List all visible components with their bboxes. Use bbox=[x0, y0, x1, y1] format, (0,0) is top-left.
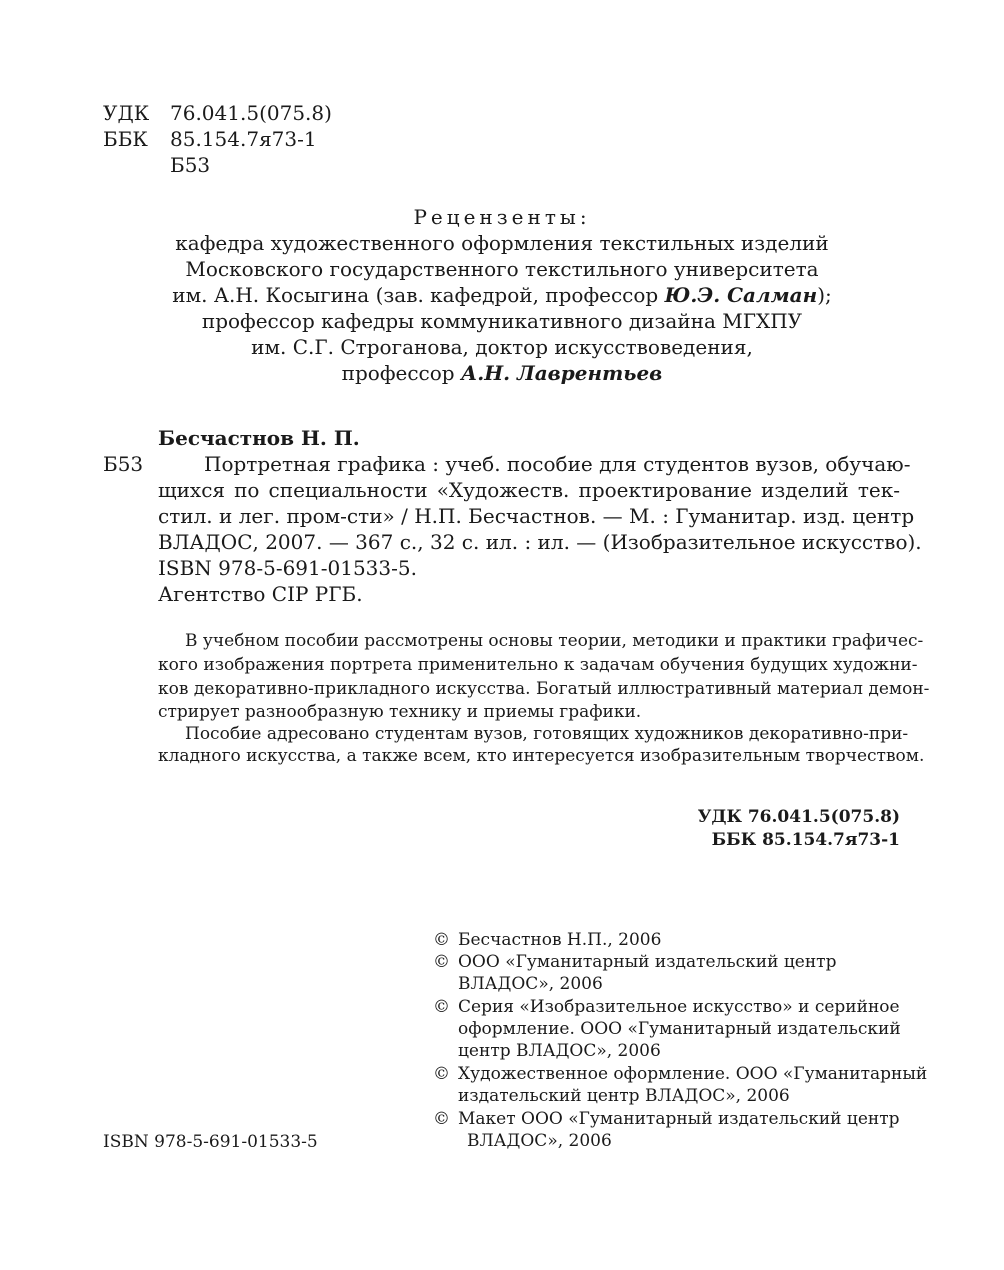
bbk-line bbox=[103, 126, 317, 152]
reviewers-text: ); bbox=[817, 283, 832, 307]
copyright-text: Серия «Изобразительное искусство» и серийное bbox=[458, 997, 900, 1017]
copyright-text: ВЛАДОС», 2006 bbox=[458, 974, 603, 994]
copyright-entry bbox=[433, 929, 903, 951]
bbk-value: 85.154.7я73-1 bbox=[170, 127, 317, 151]
annotation-line: В учебном пособии рассмотрены основы теории, методики и практики графичес- bbox=[185, 631, 924, 651]
copyright-icon: © bbox=[433, 952, 450, 972]
annotation-line: кого изображения портрета применительно к задачам обучения будущих художни- bbox=[158, 655, 918, 675]
reviewers-line bbox=[0, 282, 1004, 308]
copyright-icon: © bbox=[433, 930, 450, 950]
annotation-line: стрирует разнообразную технику и приемы графики. bbox=[158, 702, 642, 722]
reviewers-text: им. А.Н. Косыгина (зав. кафедрой, профессор bbox=[172, 283, 665, 307]
bib-agency: Агентство CIP РГБ. bbox=[158, 582, 363, 606]
codes-udk: УДК 76.041.5(075.8) bbox=[697, 807, 900, 827]
bib-line: ВЛАДОС, 2007. — 367 с., 32 с. ил. : ил. — (Изобразительное искусство). bbox=[158, 530, 922, 554]
copyright-icon: © bbox=[433, 1064, 450, 1084]
reviewers-line: им. С.Г. Строганова, доктор искусствоведения, bbox=[251, 335, 753, 359]
copyright-text: Художественное оформление. ООО «Гуманитарный bbox=[458, 1064, 928, 1084]
copyright-text: ВЛАДОС», 2006 bbox=[467, 1131, 612, 1151]
annotation-line: ков декоративно-прикладного искусства. Богатый иллюстративный материал демон- bbox=[158, 679, 930, 699]
bib-line: щихся по специальности «Художеств. проектирование изделий тек- bbox=[158, 478, 900, 502]
udk-line bbox=[103, 100, 332, 126]
udk-value: 76.041.5(075.8) bbox=[170, 101, 332, 125]
copyright-icon: © bbox=[433, 997, 450, 1017]
reviewers-block bbox=[0, 204, 1004, 386]
annotation-line: Пособие адресовано студентам вузов, готовящих художников декоративно-при- bbox=[185, 724, 909, 744]
reviewers-line: профессор кафедры коммуникативного дизайна МГХПУ bbox=[201, 309, 803, 333]
reviewers-heading: Рецензенты: bbox=[413, 205, 591, 229]
copyright-entry bbox=[433, 1063, 928, 1107]
bib-line: Портретная графика : учеб. пособие для студентов вузов, обучаю- bbox=[204, 452, 911, 476]
author-mark: Б53 bbox=[170, 153, 211, 177]
reviewers-line: кафедра художественного оформления текстильных изделий bbox=[175, 231, 829, 255]
copyright-text: Макет ООО «Гуманитарный издательский центр bbox=[458, 1109, 900, 1129]
reviewers-line bbox=[0, 360, 1004, 386]
bib-author: Бесчастнов Н. П. bbox=[158, 426, 360, 450]
copyright-text: ООО «Гуманитарный издательский центр bbox=[458, 952, 837, 972]
codes-bbk: ББК 85.154.7я73-1 bbox=[711, 830, 900, 850]
copyright-icon: © bbox=[433, 1109, 450, 1129]
bib-isbn: ISBN 978-5-691-01533-5. bbox=[158, 556, 417, 580]
copyright-text: Бесчастнов Н.П., 2006 bbox=[458, 930, 662, 950]
copyright-entry bbox=[433, 1108, 903, 1152]
bbk-label: ББК bbox=[103, 127, 148, 151]
reviewers-text: профессор bbox=[341, 361, 461, 385]
bib-mark: Б53 bbox=[103, 452, 144, 476]
annotation-line: кладного искусства, а также всем, кто интересуется изобразительным творчеством. bbox=[158, 746, 925, 766]
reviewer-name-salman: Ю.Э. Салман bbox=[664, 283, 818, 307]
copyright-entry bbox=[433, 996, 903, 1062]
copyright-text: центр ВЛАДОС», 2006 bbox=[458, 1041, 661, 1061]
udk-label: УДК bbox=[103, 101, 150, 125]
copyright-text: издательский центр ВЛАДОС», 2006 bbox=[458, 1086, 790, 1106]
copyright-text: оформление. ООО «Гуманитарный издательский bbox=[458, 1019, 901, 1039]
bib-line: стил. и лег. пром-сти» / Н.П. Бесчастнов. — М. : Гуманитар. изд. центр bbox=[158, 504, 915, 528]
footer-isbn: ISBN 978-5-691-01533-5 bbox=[103, 1132, 318, 1152]
reviewers-line: Московского государственного текстильного университета bbox=[185, 257, 819, 281]
reviewer-name-lavrentiev: А.Н. Лаврентьев bbox=[460, 361, 663, 385]
copyright-entry bbox=[433, 951, 903, 995]
